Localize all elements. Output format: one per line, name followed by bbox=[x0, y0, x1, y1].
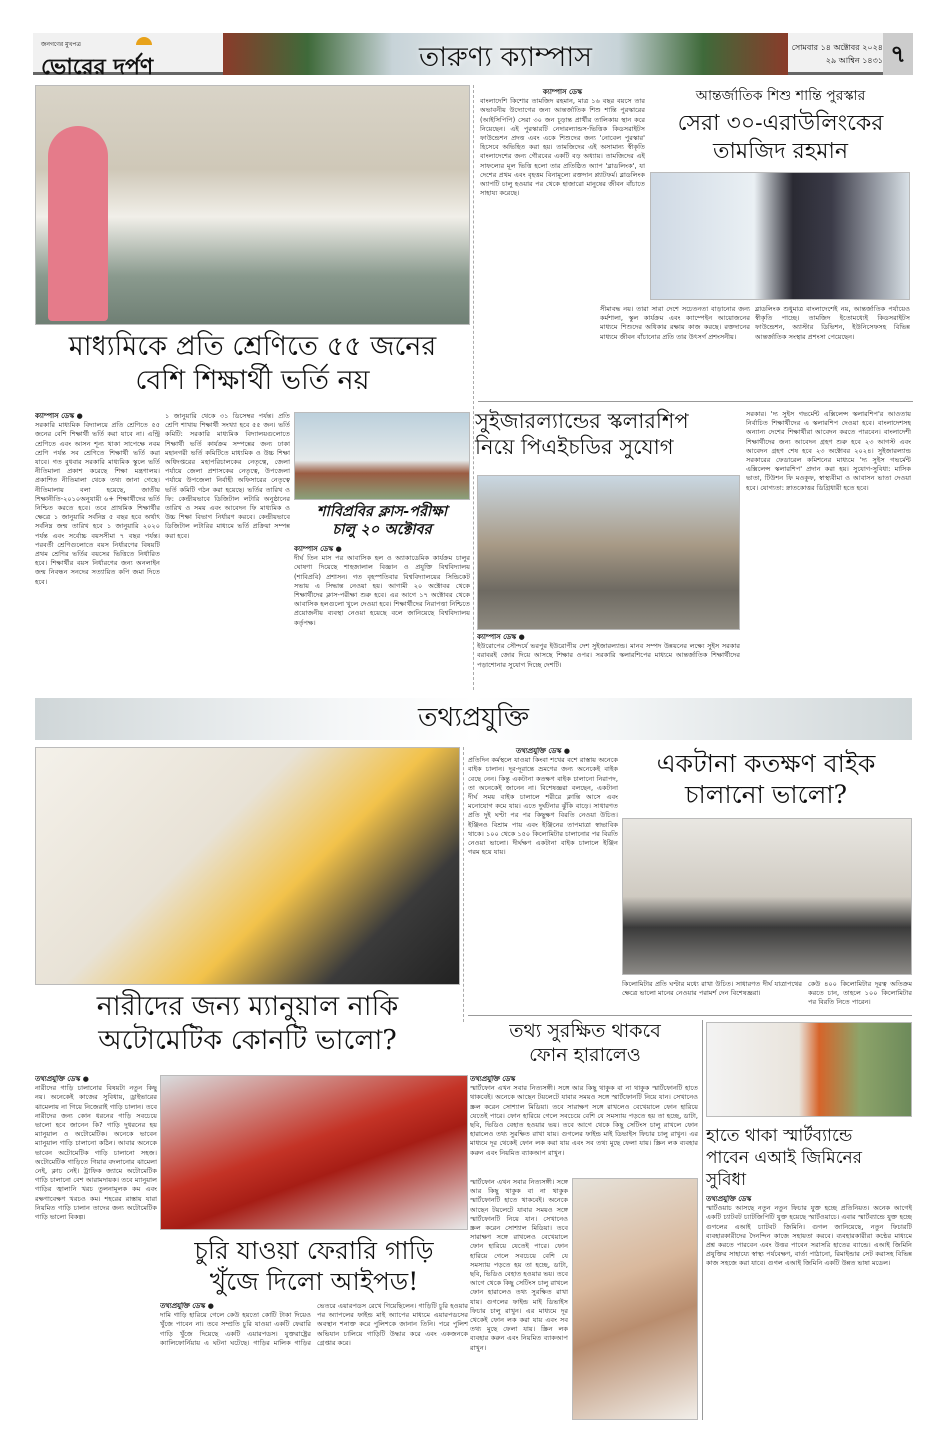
tamjid-photo bbox=[650, 172, 910, 300]
admission-body-col2: ১ জানুয়ারি থেকে ৩১ ডিসেম্বর পর্যন্ত। প্রতি শ্রেণি শাখায় শিক্ষার্থী সংখ্যা হবে ৫৫ জন। ভর্তি কমিটি: সরকারি মাধ্যমিক বিদ্যালয়গুলোতে শিক্ষার্থী ভর্তি কার্যক্রম সম্পন্নের জন্য ঢাকা মহানগরী ভর্তি কমিটিতে মাধ্যমিক ও উচ্চ শিক্ষা অধিদপ্তরের মহাপরিচালকের নেতৃত্বে, জেলা পর্যায়ে জেলা প্রশাসকের নেতৃত্বে, উপজেলা পর্যায়ে উপজেলা নির্বাহী অফিসারের নেতৃত্বে ভর্তি কমিটি গঠন করা হয়েছে। ভর্তির তারিখ ও ফি: কেন্দ্রীয়ভাবে ডিজিটাল লটারি অনুষ্ঠানের তারিখ ও সময় এবং আবেদন ফি মাধ্যমিক ও উচ্চ শিক্ষা বিভাগ নির্ধারণ করবে। কেন্দ্রীয়ভাবে ডিজিটাল লটারির মাধ্যমে ভর্তি প্রক্রিয়া সম্পন্ন করা হবে। bbox=[165, 412, 290, 540]
tamjid-body-col1: ক্যাম্পাস ডেস্ক বাংলাদেশি কিশোর তামজিদ রহমান, মাত্র ১৬ বছর বয়সে তার অভাবনীয় উদ্যোগের জন্য আন্তর্জাতিক শিশু শান্তি পুরস্কারের (আইসিপিপি) সেরা ৩০ জন চূড়ান্ত প্রার্থীর তালিকায় স্থান করে নিয়েছেন। এই পুরস্কারটি নেদারল্যান্ডস-ভিত্তিক কিডসরাইটস ফাউন্ডেশন প্রদত্ত এবং একে শিশুদের জন্য 'নোবেল পুরস্কার' হিসেবে অভিহিত করা হয়। তামজিদের এই অসামান্য স্বীকৃতি বাংলাদেশের জন্য গৌরবের একটি বড় অধ্যায়। তামজিদের এই সাফল্যের মূল ভিত্তি হলো তার প্রতিষ্ঠিত অ্যাপ 'ব্লাডলিংক', যা দেশের প্রথম এবং বৃহত্তম বিনামূল্যে রক্তদান প্ল্যাটফর্ম। ব্লাডলিংক অ্যাপটি চালু হওয়ার পর থেকে হাজারো মানুষের জীবন বাঁচাতে সাহায্য করেছে। bbox=[480, 88, 645, 198]
phone-headline: তথ্য সুরক্ষিত থাকবে ফোন হারালেও bbox=[509, 1020, 661, 1066]
classroom-photo bbox=[35, 85, 470, 325]
smartband-photo bbox=[706, 1022, 912, 1117]
admission-headline: মাধ্যমিকে প্রতি শ্রেণিতে ৫৫ জনের বেশি শিক্ষার্থী ভর্তি নয় bbox=[68, 331, 437, 396]
swiss-body-col2: সরকার। 'দ্য সুইস গভর্মেন্ট এক্সিলেন্স স্কলারশিপ'র আওতায় নির্বাচিত শিক্ষার্থীদের এ স্কলারশিপ দেওয়া হবে। বাংলাদেশসহ অন্যান্য দেশের শিক্ষার্থীরা আবেদন করতে পারবেন। বাংলাদেশী শিক্ষার্থীদের জন্য আবেদন গ্রহণ শুরু হবে ২৩ আগস্ট এবং আবেদন গ্রহণ শেষ হবে ২৩ অক্টোবর ২০২৪। সুইজারল্যান্ড সরকারের ফেডারেল কমিশনের মাধ্যমে 'দ্য সুইস গভর্মেন্ট এক্সিলেন্স স্কলারশিপ' প্রদান করা হয়। সুযোগ-সুবিধা: মাসিক ভাতা, টিউশন ফি মওকুফ, স্বাস্থ্যবীমা ও আবাসন ভাতা দেওয়া হবে। যোগ্যতা: স্নাতকোত্তর ডিগ্রিধারী হতে হবে। bbox=[746, 410, 911, 492]
swiss-campus-photo bbox=[477, 475, 740, 630]
divider bbox=[468, 1015, 912, 1016]
ferrari-body: তথ্যপ্রযুক্তি ডেস্ক ● দামি গাড়ি হারিয়ে গেলে কেউ হয়তো কোটি টাকা দিয়েও খুঁজে পাবেন না। তবে সম্প্রতি চুরি যাওয়া একটি ফেরারি গাড়ি খুঁজে দিয়েছে একটি এয়ারপডস। যুক্তরাষ্ট্রের ক্যালিফোর্নিয়ায় এ ঘটনা ঘটেছে। গাড়ির মালিক গাড়ির ভেতরে এয়ারপডস রেখে গিয়েছিলেন। গাড়িটি চুরি হওয়ার পর অ্যাপলের ফাইন্ড মাই অ্যাপের মাধ্যমে এয়ারপডসের অবস্থান শনাক্ত করে পুলিশকে জানান তিনি। পরে পুলিশ অভিযান চালিয়ে গাড়িটি উদ্ধার করে এবং একজনকে গ্রেপ্তার করে। bbox=[160, 1302, 468, 1347]
bike-caption-1: কিলোমিটার প্রতি ঘণ্টার মধ্যে রাখা উচিত। সাধারণত দীর্ঘ যাত্রাপথের ক্ষেত্রে ভালো মানের নেওয়ার পরামর্শ দেন বিশেষজ্ঞরা। bbox=[622, 980, 802, 998]
swiss-headline: সুইজারল্যান্ডের স্কলারশিপ নিয়ে পিএইচডির সুযোগ bbox=[475, 409, 689, 460]
admission-body-col1: ক্যাম্পাস ডেস্ক ● সরকারি মাধ্যমিক বিদ্যালয়ে প্রতি শ্রেণিতে ৫৫ জনের বেশি শিক্ষার্থী ভর্তি করা যাবে না। এন্ট্রি শ্রেণিতে এবং আসন শূন্য থাকা সাপেক্ষে নবম শ্রেণি পর্যন্ত সব শ্রেণিতে শিক্ষার্থী ভর্তি করা যাবে। গত বুধবার সরকারি মাধ্যমিক স্কুলে ভর্তি নীতিমালা প্রকাশ করেছে শিক্ষা মন্ত্রণালয়। প্রকাশিত নীতিমালা থেকে তথ্য জানা গেছে। নীতিমালায় বলা হয়েছে, জাতীয় শিক্ষানীতি-২০১০অনুযায়ী ৬+ শিক্ষার্থীদের ভর্তি নিশ্চিত করতে হবে। তবে প্রাথমিক শিক্ষার্থীর ক্ষেত্রে ১ জানুয়ারি সর্বনিম্ন ৫ বছর হবে অর্থাৎ সর্বনিম্ন জন্ম তারিখ হবে ১ জানুয়ারি ২০২০ পর্যন্ত এবং সর্বোচ্চ বয়সসীমা ৭ বছর পর্যন্ত। পরবর্তী শ্রেণিগুলোতে বয়স নির্ধারণের বিষয়টি প্রথম শ্রেণির ভর্তির বয়সের ভিত্তিতে নির্ধারিত হবে। শিক্ষার্থীর বয়স নির্ধারণের জন্য অনলাইন জন্ম নিবন্ধন সনদের সত্যায়িত কপি জমা দিতে হবে। bbox=[35, 412, 160, 586]
column-divider bbox=[473, 85, 474, 690]
woman-driving-photo bbox=[35, 747, 460, 985]
sust-gate-photo bbox=[294, 412, 470, 500]
smartband-body: তথ্যপ্রযুক্তি ডেস্ক স্মার্টওয়াচ আসছে নতুন নতুন ফিচার যুক্ত হচ্ছে প্রতিনিয়ত। অনেক আগেই একটি চ্যাটবট চ্যাটজিপিটি যুক্ত হয়েছে স্মার্টওয়াচে। এবার স্মার্টব্যান্ডে যুক্ত হচ্ছে গুগলের এআই চ্যাটবট জিমিনি। গুগল জানিয়েছে, নতুন ফিচারটি ব্যবহারকারীদের দৈনন্দিন কাজে সহায়তা করবে। ব্যবহারকারীরা কণ্ঠের মাধ্যমে প্রশ্ন করতে পারবেন এবং উত্তর পাবেন সরাসরি হাতের ব্যান্ডে। এআই জিমিনি প্রযুক্তির সাহায্যে স্বাস্থ্য পর্যবেক্ষণ, বার্তা পাঠানো, রিমাইন্ডার সেট করাসহ বিভিন্ন কাজ সহজে করা যাবে। গুগল এআই জিমিনি একটি উন্নত ভাষা মডেল। bbox=[706, 1195, 912, 1268]
ferrari-photo bbox=[160, 1075, 468, 1230]
phone-body-cont: স্মার্টফোন এখন সবার নিত্যসঙ্গী। সঙ্গে আর কিছু থাকুক বা না থাকুক স্মার্টফোনটি হাতে থাকবেই। অনেকে আছেন টয়লেটে যাবার সময়ও সঙ্গে স্মার্টফোনটি নিয়ে যান। সেখানেও স্ক্রল করেন সোশ্যাল মিডিয়া। তবে সারাক্ষণ সঙ্গে রাখলেও বেখেয়ালে ফোন হারিয়ে যেতেই পারে। ফোন হারিয়ে গেলে সবচেয়ে বেশি যে সমস্যায় পড়তে হয় তা হচ্ছে, ডাটা, ছবি, ভিডিও বেহাত হওয়ার ভয়। তবে আগে থেকে কিছু সেটিংস চালু রাখলে ফোন হারালেও তথ্য সুরক্ষিত রাখা যায়। গুগলের ফাইন্ড মাই ডিভাইস ফিচার চালু রাখুন। এর মাধ্যমে দূর থেকেই ফোন লক করা যায় এবং সব তথ্য মুছে ফেলা যায়। স্ক্রিন লক ব্যবহার করুন এবং নিয়মিত ব্যাকআপ রাখুন। bbox=[470, 1178, 568, 1352]
section-banner bbox=[223, 33, 788, 75]
issue-date: সোমবার ১৪ অক্টোবর ২০২৪ ২৯ আশ্বিন ১৪৩১ bbox=[791, 43, 883, 65]
tech-section-title: তথ্যপ্রযুক্তি bbox=[418, 703, 529, 733]
tamjid-body-col2: সীমাবদ্ধ নয়। তারা সারা দেশে সচেতনতা বাড়ানোর জন্য কর্মশালা, স্কুল কার্যক্রম এবং ক্যাম্পেইন আয়োজনের মাধ্যমে শিশুদের অধিকার রক্ষায় কাজ করছে। রক্তদানের মাধ্যমে জীবন বাঁচানোর প্রতি তার উৎসর্গ প্রশংসনীয়। bbox=[600, 305, 750, 341]
tamjid-headline: সেরা ৩০-এরাউলিংকের তামজিদ রহমান bbox=[677, 111, 884, 164]
bike-caption-2: কেউ ৪০০ কিলোমিটার দূরত্ব অতিক্রম করতে চান, তাহলে ১০০ কিলোমিটার পর বিরতি নিতে পারেন। bbox=[808, 980, 912, 1007]
motorbike-photo bbox=[622, 818, 912, 975]
swiss-body-col1: ক্যাম্পাস ডেস্ক ● ইউরোপের সৌন্দর্যে ভরপুর ইউরোপীয় দেশ সুইজারল্যান্ড। মানব সম্পদ উন্নয়নের লক্ষ্যে সুইস সরকার বরাবরই জোর দিয়ে আসছে শিক্ষার ওপর। সরকারি স্কলারশিপের মাধ্যমে আন্তর্জাতিক শিক্ষার্থীদের পড়াশোনার সুযোগ দিচ্ছে দেশটি। bbox=[477, 633, 740, 669]
column-divider bbox=[702, 1020, 703, 1420]
car-body: তথ্যপ্রযুক্তি ডেস্ক ● নারীদের গাড়ি চালানোর বিষয়টা নতুন কিছু নয়। অনেকেই কাজের সুবিধায়, ড্রাইভারের ঝামেলায় না গিয়ে নিজেরাই গাড়ি চালান। তবে নারীদের জন্য কোন ধরনের গাড়ি সবচেয়ে ভালো হবে জানেন কি? গাড়ি দুধরনের হয় ম্যানুয়াল ও অটোমেটিক। অনেকে ভাবেন ম্যানুয়াল গাড়ি চালানো কঠিন। আবার অনেকে ভাবেন অটোমেটিক গাড়ি চালানো সহজ। অটোমেটিক গাড়িতে গিয়ার বদলানোর ঝামেলা নেই, ক্লাচ নেই। ট্রাফিক জ্যামে অটোমেটিক গাড়ি চালানো বেশ আরামদায়ক। তবে ম্যানুয়াল গাড়ির জ্বালানি খরচ তুলনামূলক কম এবং রক্ষণাবেক্ষণ খরচও কম। শহরের রাস্তায় যারা নিয়মিত গাড়ি চালান তাদের জন্য অটোমেটিক গাড়ি ভালো বিকল্প। bbox=[35, 1075, 157, 1222]
column-divider bbox=[463, 747, 464, 1022]
bike-body: তথ্যপ্রযুক্তি ডেস্ক ● প্রতিদিন কর্মস্থলে যাওয়া কিংবা শখের বশে রাস্তায় অনেকে বাইক চালান। দূর-দূরান্তে ভ্রমণের জন্য অনেকেই বাইক বেছে নেন। কিন্তু একটানা কতক্ষণ বাইক চালানো নিরাপদ, তা অনেকেই জানেন না। বিশেষজ্ঞরা বলছেন, একটানা দীর্ঘ সময় বাইক চালালে শরীরে ক্লান্তি আসে এবং মনোযোগ কমে যায়। এতে দুর্ঘটনার ঝুঁকি বাড়ে। সাধারণত প্রতি দুই ঘণ্টা পর পর কিছুক্ষণ বিরতি নেওয়া উচিত। ইঞ্জিনও বিশ্রাম পায় এবং ইঞ্জিনের তাপমাত্রা স্বাভাবিক থাকে। ১০০ থেকে ১৫০ কিলোমিটার চালানোর পর বিরতি নেওয়া ভালো। দীর্ঘক্ষণ একটানা বাইক চালালে ইঞ্জিন গরম হয়ে যায়। bbox=[468, 747, 618, 857]
section-title: তারুণ্য ক্যাম্পাস bbox=[418, 42, 593, 73]
teacher-figure bbox=[48, 126, 108, 321]
bike-headline: একটানা কতক্ষণ বাইক চালানো ভালো? bbox=[656, 749, 876, 810]
ferrari-headline: চুরি যাওয়া ফেরারি গাড়ি খুঁজে দিলো আইপড! bbox=[194, 1236, 434, 1297]
sust-headline: শাবিপ্রবির ক্লাস-পরীক্ষা চালু ২০ অক্টোবর bbox=[316, 503, 448, 539]
sust-body: ক্যাম্পাস ডেস্ক ● দীর্ঘ তিন মাস পর আবাসিক হল ও অ্যাকাডেমিক কার্যক্রম চালুর ঘোষণা দিয়েছে শাহজালাল বিজ্ঞান ও প্রযুক্তি বিশ্ববিদ্যালয় (শাবিপ্রবি) প্রশাসন। গত বৃহস্পতিবার বিশ্ববিদ্যালয়ের সিন্ডিকেট সভায় এ সিদ্ধান্ত নেওয়া হয়। আগামী ২০ অক্টোবর থেকে শিক্ষার্থীদের ক্লাস-পরীক্ষা শুরু হবে। এর আগে ১৭ অক্টোবর থেকে আবাসিক হলগুলো খুলে দেওয়া হবে। শিক্ষার্থীদের নিরাপত্তা নিশ্চিতে প্রয়োজনীয় ব্যবস্থা নেওয়া হয়েছে বলে জানিয়েছে বিশ্ববিদ্যালয় কর্তৃপক্ষ। bbox=[294, 545, 470, 627]
smartband-headline: হাতে থাকা স্মার্টব্যান্ডে পাবেন এআই জিমিনের সুবিধা bbox=[706, 1126, 863, 1191]
woman-phone-photo bbox=[572, 1178, 698, 1420]
page-number: ৭ bbox=[883, 33, 913, 75]
tamjid-body-col3: ব্লাডলিংক শুধুমাত্র বাংলাদেশেই নয়, আন্তর্জাতিক পর্যায়েও স্বীকৃতি পাচ্ছে। তামজিদ ইতোমধ্যেই কিডসরাইটস ফাউন্ডেশন, অ্যাস্টার ডিভিশন, ইউনিসেফসহ বিভিন্ন আন্তর্জাতিক সংস্থার প্রশংসা পেয়েছেন। bbox=[755, 305, 910, 341]
car-headline: নারীদের জন্য ম্যানুয়াল নাকি অটোমেটিক কোনটি ভালো? bbox=[96, 991, 399, 1056]
tech-section-banner bbox=[35, 698, 912, 740]
divider bbox=[478, 401, 913, 402]
phone-body: তথ্যপ্রযুক্তি ডেস্ক স্মার্টফোন এখন সবার নিত্যসঙ্গী। সঙ্গে আর কিছু থাকুক বা না থাকুক স্মার্টফোনটি হাতে থাকবেই। অনেকে আছেন টয়লেটে যাবার সময়ও সঙ্গে স্মার্টফোনটি নিয়ে যান। সেখানেও স্ক্রল করেন সোশ্যাল মিডিয়া। তবে সারাক্ষণ সঙ্গে রাখলেও বেখেয়ালে ফোন হারিয়ে যেতেই পারে। ফোন হারিয়ে গেলে সবচেয়ে বেশি যে সমস্যায় পড়তে হয় তা হচ্ছে, ডাটা, ছবি, ভিডিও বেহাত হওয়ার ভয়। তবে আগে থেকে কিছু সেটিংস চালু রাখলে ফোন হারালেও তথ্য সুরক্ষিত রাখা যায়। গুগলের ফাইন্ড মাই ডিভাইস ফিচার চালু রাখুন। এর মাধ্যমে দূর থেকেই ফোন লক করা যায় এবং সব তথ্য মুছে ফেলা যায়। স্ক্রিন লক ব্যবহার করুন এবং নিয়মিত ব্যাকআপ রাখুন। bbox=[470, 1075, 698, 1157]
tamjid-kicker: আন্তর্জাতিক শিশু শান্তি পুরস্কার bbox=[695, 88, 866, 104]
newspaper-logo: জনগণের মুখপত্র ভোরের দর্পণ bbox=[41, 39, 153, 87]
page-header bbox=[33, 33, 913, 80]
